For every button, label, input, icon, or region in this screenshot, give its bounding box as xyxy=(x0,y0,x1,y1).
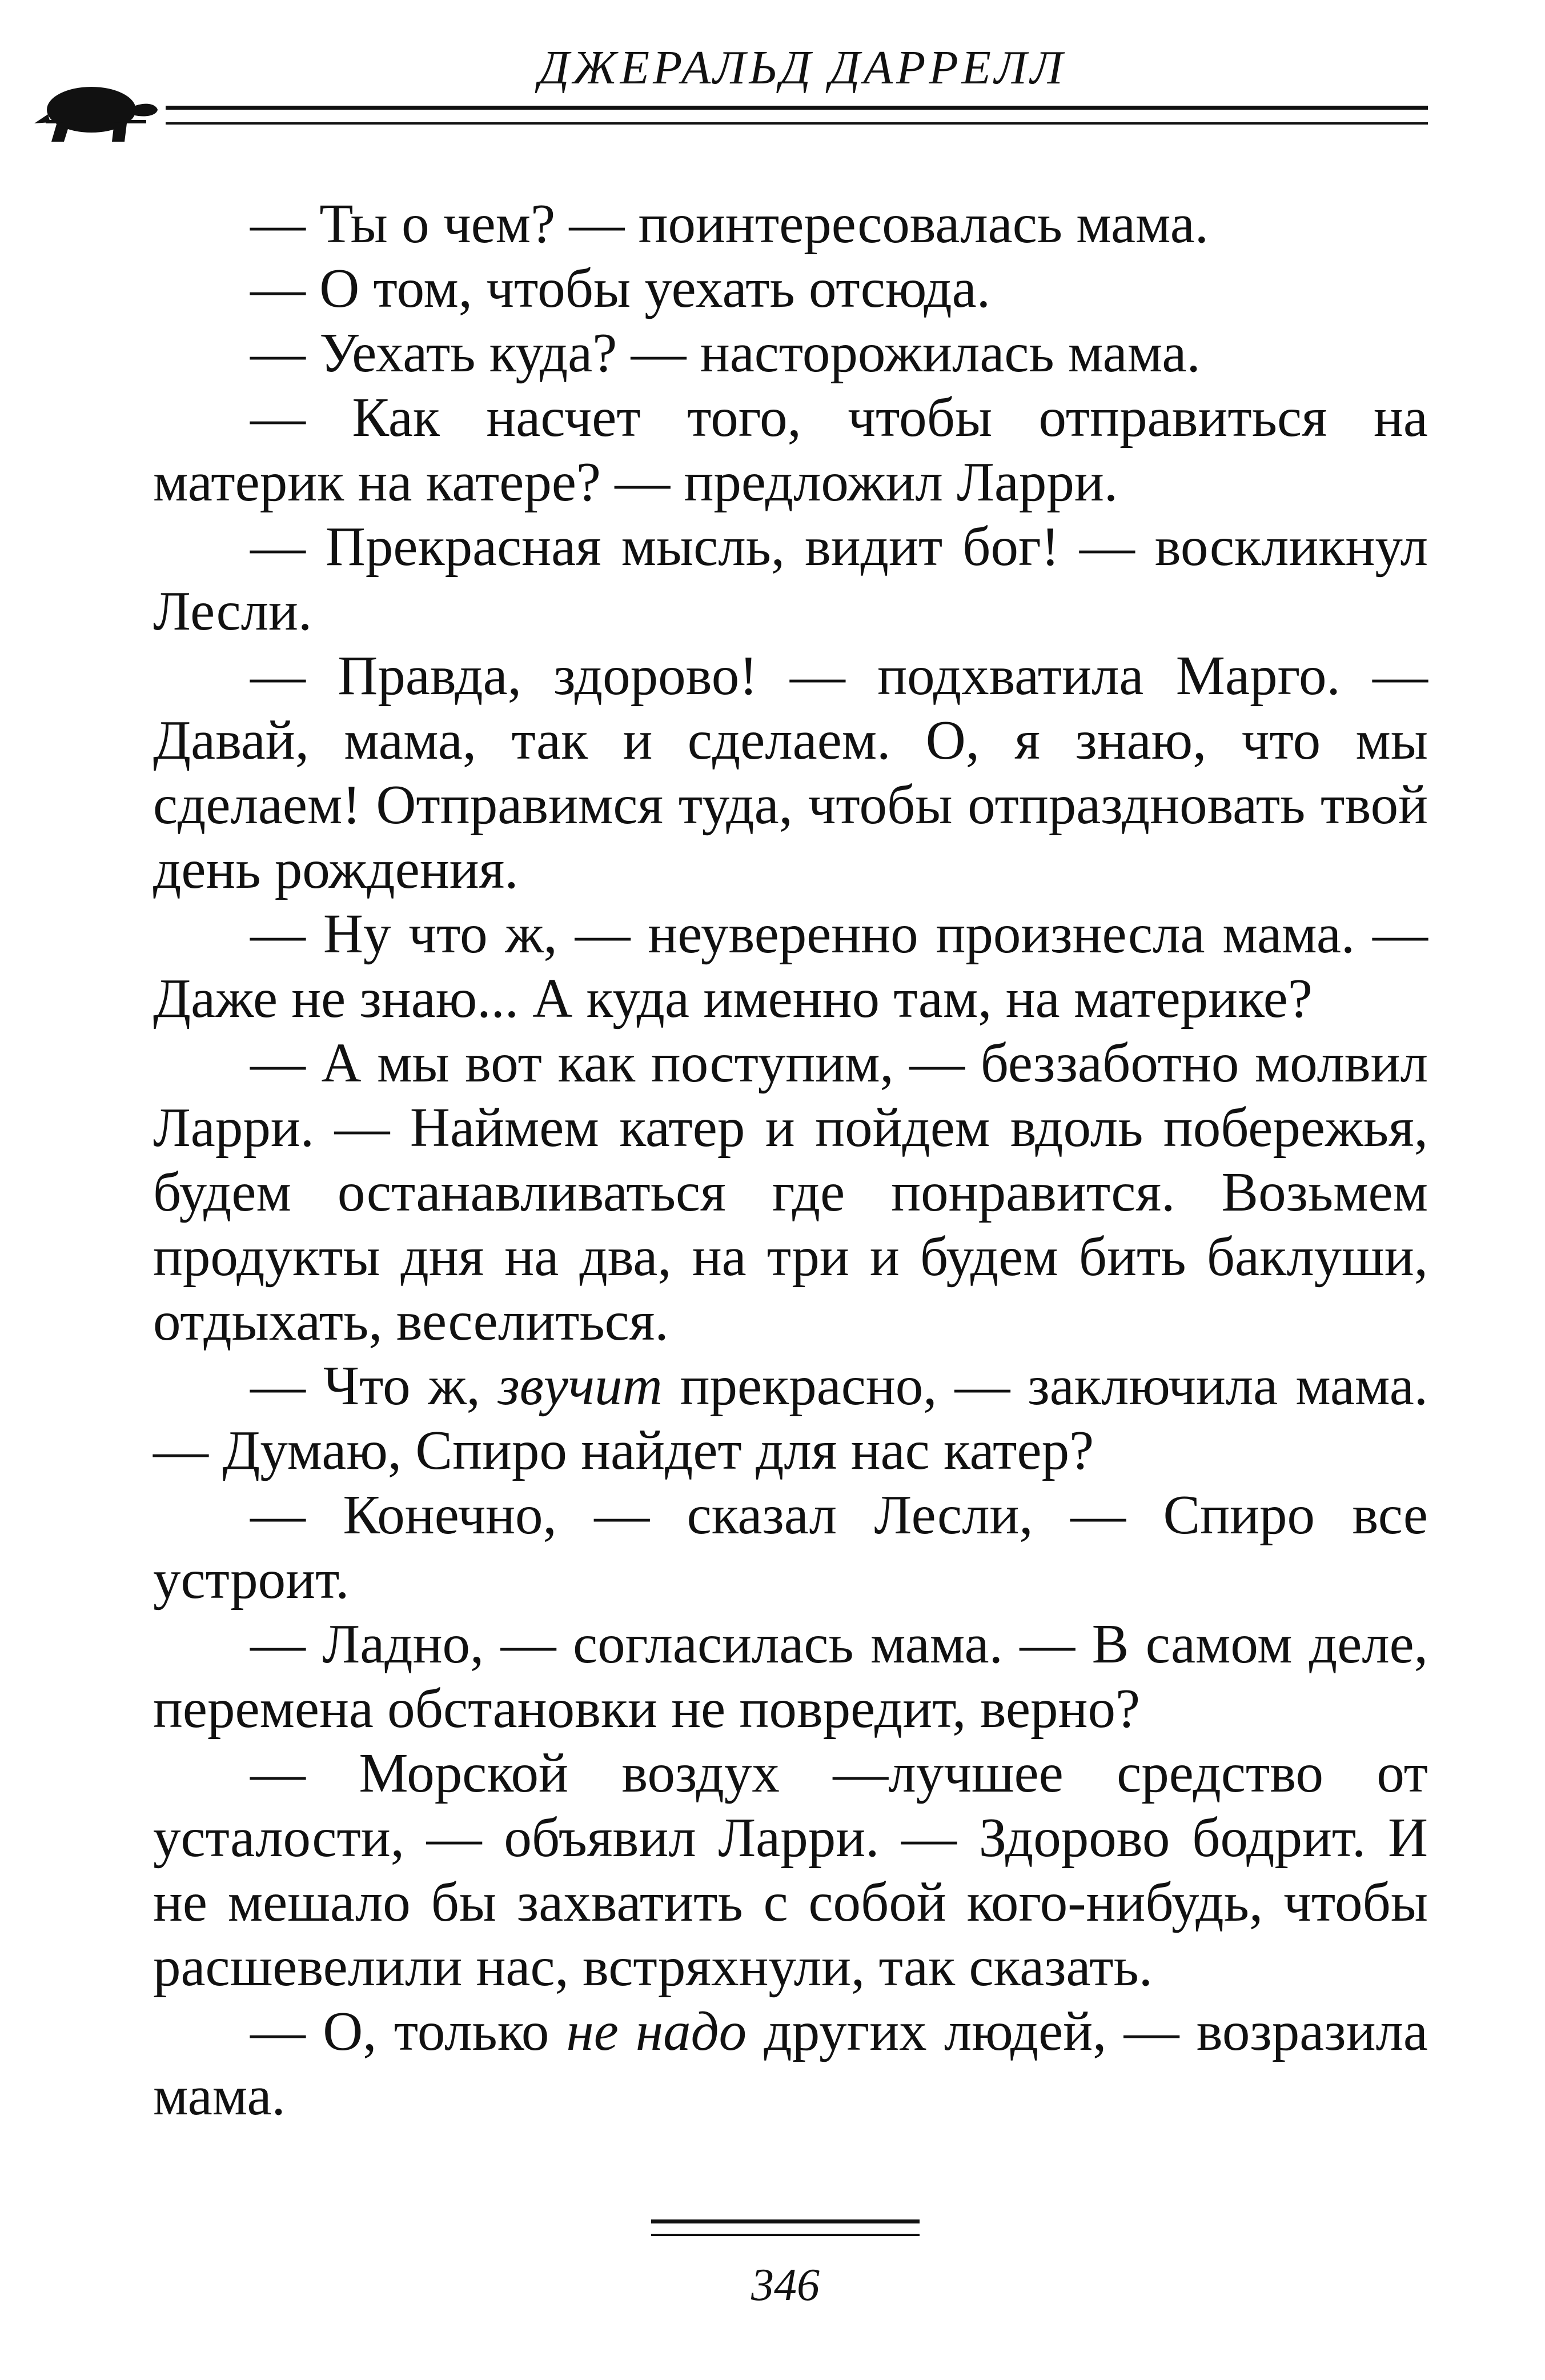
footer-rule xyxy=(651,2219,920,2236)
paragraph: — Морской воздух —лучшее средство от усталости, — объявил Ларри. — Здорово бодрит. И не мешало бы захватить с собой кого-нибудь, чтобы расшевелили нас, встряхнули, так сказать. xyxy=(153,1742,1428,1997)
running-title: ДЖЕРАЛЬД ДАРРЕЛЛ xyxy=(539,41,1066,94)
paragraph: — Конечно, — сказал Лесли, — Спиро все устроит. xyxy=(153,1484,1428,1610)
paragraph xyxy=(153,1999,1428,2128)
emphasis-text: не надо xyxy=(566,2001,747,2062)
paragraph-text: — Что ж, xyxy=(250,1355,498,1416)
paragraph: — Ты о чем? — поинтересовалась мама. xyxy=(250,193,1209,254)
paragraph: — О том, чтобы уехать отсюда. xyxy=(250,258,991,319)
paragraph-text: прекрасно, — заключила мама. — Думаю, Спиро найдет для нас катер? xyxy=(153,1355,1428,1481)
paragraph: — А мы вот как поступим, — беззаботно молвил Ларри. — Наймем катер и пойдем вдоль побережья, будем останавливаться где понравится. Возьмем продукты дня на два, на три и будем бить баклуши, отдыхать, веселиться. xyxy=(153,1032,1428,1352)
paragraph-text: других людей, — возразила мама. xyxy=(153,2001,1428,2126)
emphasis-text: звучит xyxy=(497,1355,663,1416)
paragraph: — Ну что ж, — неуверенно произнесла мама. — Даже не знаю... А куда именно там, на материке? xyxy=(153,903,1428,1029)
body-text xyxy=(153,191,1428,2128)
page-number: 346 xyxy=(751,2260,820,2310)
paragraph-text: — О, только xyxy=(250,2001,567,2062)
paragraph: — Прекрасная мысль, видит бог! — воскликнул Лесли. xyxy=(153,516,1428,642)
page-header xyxy=(34,23,1428,126)
paragraph xyxy=(153,1353,1428,1483)
paragraph: — Ладно, — согласилась мама. — В самом деле, перемена обстановки не повредит, верно? xyxy=(153,1613,1428,1739)
paragraph: — Правда, здорово! — подхватила Марго. —Давай, мама, так и сделаем. О, я знаю, что мы сделаем! Отправимся туда, чтобы отпраздновать твой день рождения. xyxy=(153,645,1428,900)
paragraph: — Как насчет того, чтобы отправиться на материк на катере? — предложил Ларри. xyxy=(153,387,1428,512)
paragraph: — Уехать куда? — насторожилась мама. xyxy=(250,322,1201,383)
header-rule xyxy=(166,106,1428,125)
